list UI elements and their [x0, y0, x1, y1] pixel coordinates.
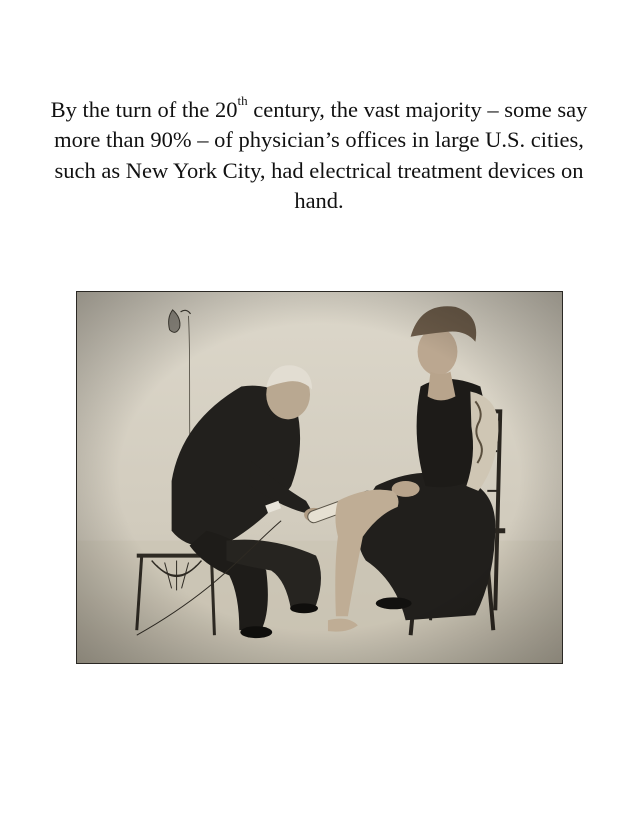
caption-superscript: th	[237, 93, 248, 108]
photo-vignette	[77, 292, 562, 663]
caption-paragraph	[40, 95, 598, 217]
caption-text-part1: By the turn of the 20	[50, 96, 238, 122]
photo-illustration	[77, 292, 562, 663]
historical-photograph	[76, 291, 563, 664]
caption-text-part2: century, the vast majority – some say more than 90% – of physician’s offices in large U.S. cities, such as New York City, had electrical treatment devices on hand.	[54, 96, 588, 213]
